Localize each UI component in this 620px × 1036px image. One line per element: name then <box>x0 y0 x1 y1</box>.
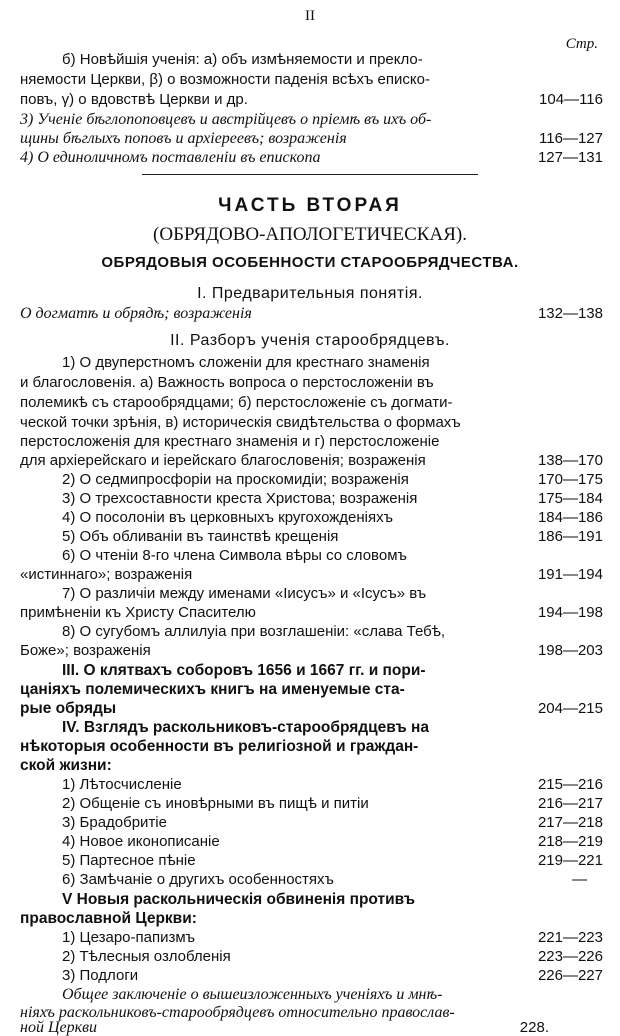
toc-entry: 1) Лѣтосчисленіе 215—216 <box>62 776 603 793</box>
part-subtitle: (ОБРЯДОВО-АПОЛОГЕТИЧЕСКАЯ). <box>153 224 467 245</box>
page-range: 116—127 <box>539 130 603 147</box>
section-heading: III. О клятвахъ соборовъ 1656 и 1667 гг. и пори- <box>62 662 426 679</box>
page-range: 138—170 <box>537 452 603 469</box>
section-heading: II. Разборъ ученія старообрядцевъ. <box>170 332 450 349</box>
page-range: 221—223 <box>537 929 603 946</box>
toc-entry: 4) О единоличномъ поставленіи въ епископа 127—131 <box>20 149 603 166</box>
page-range: 218—219 <box>537 833 603 850</box>
toc-entry: ной Церкви 228. <box>20 1019 549 1036</box>
page-range: 194—198 <box>537 604 603 621</box>
toc-line: б) Новѣйшія ученія: а) объ измѣняемости и прекло- <box>62 51 423 68</box>
toc-line: полемикѣ съ старообрядцами; б) перстосложеніе съ догмати- <box>20 394 453 411</box>
toc-line: 7) О различіи между именами «Іисусъ» и «Ісусъ» въ <box>62 585 427 602</box>
toc-line: Общее заключеніе о вышеизложенныхъ ученіяхъ и мнѣ- <box>62 986 443 1003</box>
toc-entry: щины бѣглыхъ поповъ и архіереевъ; возраженія 116—127 <box>20 130 603 147</box>
section-heading: IV. Взглядъ раскольниковъ-старообрядцевъ на <box>62 719 430 736</box>
toc-entry: 2) Тѣлесныя озлобленія 223—226 <box>62 948 603 965</box>
toc-entry: для архіерейскаго и iерейскаго благословенія; возраженія 138—170 <box>20 452 603 469</box>
section-heading: нѣкоторыя особенности въ религіозной и граждан- <box>20 738 419 755</box>
page-range: — <box>572 871 587 888</box>
page-range: 184—186 <box>537 509 603 526</box>
toc-entry: 5) Объ обливаніи въ таинствѣ крещенія 186—191 <box>62 528 603 545</box>
page-range: 226—227 <box>537 967 603 984</box>
toc-entry: 2) О седмипросфоріи на проскомидіи; возраженія 170—175 <box>62 471 603 488</box>
page-range: 216—217 <box>537 795 603 812</box>
divider <box>142 174 478 175</box>
toc-entry: 3) О трехсоставности креста Христова; возраженія 175—184 <box>62 490 603 507</box>
page-range: 223—226 <box>537 948 603 965</box>
page-range: 186—191 <box>537 528 603 545</box>
section-heading: православной Церкви: <box>20 910 197 927</box>
toc-entry: примѣненіи къ Христу Спасителю 194—198 <box>20 604 603 621</box>
toc-line: ческой точки зрѣнія, в) историческія свидѣтельства о формахъ <box>20 414 461 431</box>
page-range: 104—116 <box>539 91 603 108</box>
page-range: 132—138 <box>537 305 603 322</box>
page-range: 198—203 <box>537 642 603 659</box>
page-range: 219—221 <box>537 852 603 869</box>
toc-entry: 5) Партесное пѣніе 219—221 <box>62 852 603 869</box>
toc-line: 1) О двуперстномъ сложеніи для крестнаго знаменія <box>62 354 430 371</box>
toc-line: 6) О чтеніи 8-го члена Символа вѣры со словомъ <box>62 547 407 564</box>
section-heading: V Новыя раскольническія обвиненія противъ <box>62 891 416 908</box>
toc-entry: 6) Замѣчаніе о другихъ особенностяхъ — <box>62 871 587 888</box>
toc-entry: О догматѣ и обрядѣ; возраженія 132—138 <box>20 305 603 322</box>
part-heading: ОБРЯДОВЫЯ ОСОБЕННОСТИ СТАРООБРЯДЧЕСТВА. <box>101 254 519 271</box>
section-heading: ской жизни: <box>20 757 112 774</box>
page-range: 215—216 <box>537 776 603 793</box>
page-range: 170—175 <box>537 471 603 488</box>
toc-entry: 1) Цезаро-папизмъ 221—223 <box>62 929 603 946</box>
toc-line: 3) Ученіе бѣглопоповцевъ и австрійцевъ о пріемѣ въ ихъ об- <box>20 111 432 128</box>
page-range: 217—218 <box>537 814 603 831</box>
toc-line: 8) О сугубомъ аллилуіа при возглашеніи: «слава Тебѣ, <box>62 623 446 640</box>
toc-line: и благословенія. а) Важность вопроса о перстосложеніи въ <box>20 374 434 391</box>
toc-entry: «истиннаго»; возраженія 191—194 <box>20 566 603 583</box>
page-column-label: Стр. <box>565 36 598 52</box>
page-range: 127—131 <box>537 149 603 166</box>
toc-line: няемости Церкви, β) о возможности паденія всѣхъ еписко- <box>20 71 430 88</box>
page-range: 191—194 <box>537 566 603 583</box>
section-heading: цаніяхъ полемическихъ книгъ на именуемые ста- <box>20 681 405 698</box>
toc-entry: 3) Подлоги 226—227 <box>62 967 603 984</box>
toc-entry: 2) Общеніе съ иновѣрными въ пищѣ и питіи 216—217 <box>62 795 603 812</box>
toc-entry: 3) Брадобритіе 217—218 <box>62 814 603 831</box>
toc-entry: повъ, γ) о вдовствѣ Церкви и др. 104—116 <box>20 91 603 108</box>
page-range: 175—184 <box>537 490 603 507</box>
toc-line: ніяхъ раскольниковъ-старообрядцевъ относительно православ- <box>20 1004 455 1021</box>
page-range: 228. <box>519 1019 549 1036</box>
toc-entry: Боже»; возраженія 198—203 <box>20 642 603 659</box>
page-folio: II <box>305 8 315 24</box>
toc-entry: 4) Новое иконописаніе 218—219 <box>62 833 603 850</box>
toc-line: перстосложенія для крестнаго знаменія и г) перстосложеніе <box>20 433 440 450</box>
toc-entry: рые обряды 204—215 <box>20 700 603 717</box>
toc-entry: 4) О посолоніи въ церковныхъ кругохожденіяхъ 184—186 <box>62 509 603 526</box>
part-title: ЧАСТЬ ВТОРАЯ <box>218 195 402 216</box>
section-heading: I. Предварительныя понятія. <box>197 285 423 302</box>
page-range: 204—215 <box>537 700 603 717</box>
